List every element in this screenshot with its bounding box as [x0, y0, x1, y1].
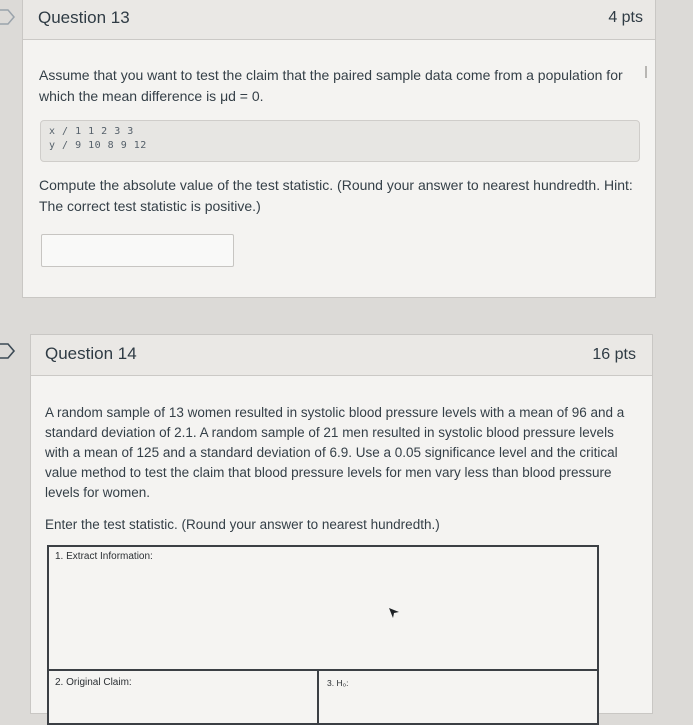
question-header [23, 0, 655, 40]
worksheet-table[interactable] [47, 545, 599, 725]
null-hypothesis-label: 3. H₀: [327, 678, 349, 688]
question-13-card [22, 0, 656, 298]
table-divider [317, 669, 319, 723]
question-flag-icon[interactable] [0, 8, 16, 26]
resize-handle-icon [641, 66, 651, 78]
question-instruction: Compute the absolute value of the test statistic. (Round your answer to nearest hundredth. Hint: The correct test statistic is positive.) [39, 177, 633, 214]
question-instruction: Enter the test statistic. (Round your answer to nearest hundredth.) [45, 517, 440, 532]
question-title: Question 13 [38, 8, 130, 27]
data-block [40, 120, 640, 162]
y-data-row: y / 9 10 8 9 12 [49, 140, 147, 151]
question-points: 4 pts [608, 9, 643, 26]
question-header [31, 335, 652, 376]
answer-input[interactable] [41, 234, 234, 267]
question-prompt: Assume that you want to test the claim that the paired sample data come from a population for which the mean difference is μd = 0. [39, 67, 623, 104]
question-points: 16 pts [592, 346, 636, 363]
question-prompt: A random sample of 13 women resulted in systolic blood pressure levels with a mean of 96 and a standard deviation of 2.1. A random sample of 21 men resulted in systolic blood pressure levels with a mean of 125 and a standard deviation of 6.9. Use a 0.05 significance level and the critical value method to test the claim that blood pressure levels for men vary less than blood pressure levels for women. [45, 405, 625, 500]
original-claim-label: 2. Original Claim: [55, 677, 132, 688]
question-flag-icon[interactable] [0, 342, 16, 360]
x-data-row: x / 1 1 2 3 3 [49, 126, 134, 137]
table-divider [49, 669, 597, 671]
extract-information-label: 1. Extract Information: [55, 551, 153, 562]
mouse-cursor-icon [387, 606, 401, 620]
question-14-card [30, 334, 653, 714]
question-title: Question 14 [45, 344, 137, 363]
